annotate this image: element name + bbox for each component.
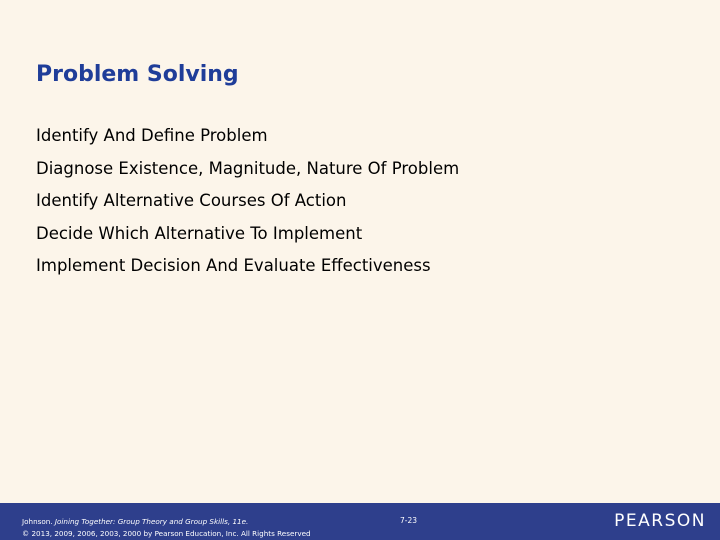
bullet-item: Diagnose Existence, Magnitude, Nature Of Problem [36,158,460,178]
citation-copyright: © 2013, 2009, 2006, 2003, 2000 by Pearson Education, Inc. All Rights Reserved [22,529,311,538]
page-number: 7-23 [400,516,418,525]
footer-bar [0,503,720,540]
bullet-list [36,124,459,287]
citation-author: Johnson. [22,517,55,526]
bullet-item: Identify Alternative Courses Of Action [36,191,347,210]
slide-title: Problem Solving [36,62,239,87]
pearson-logo: PEARSON [614,511,706,531]
citation-book: Joining Together: Group Theory and Group Skills, 11e. [54,517,249,526]
bullet-item: Decide Which Alternative To Implement [36,223,363,243]
citation-line-1 [22,516,311,528]
footer-citation [22,516,311,540]
bullet-item: Identify And Define Problem [36,126,268,145]
bullet-item: Implement Decision And Evaluate Effectiveness [36,256,431,275]
